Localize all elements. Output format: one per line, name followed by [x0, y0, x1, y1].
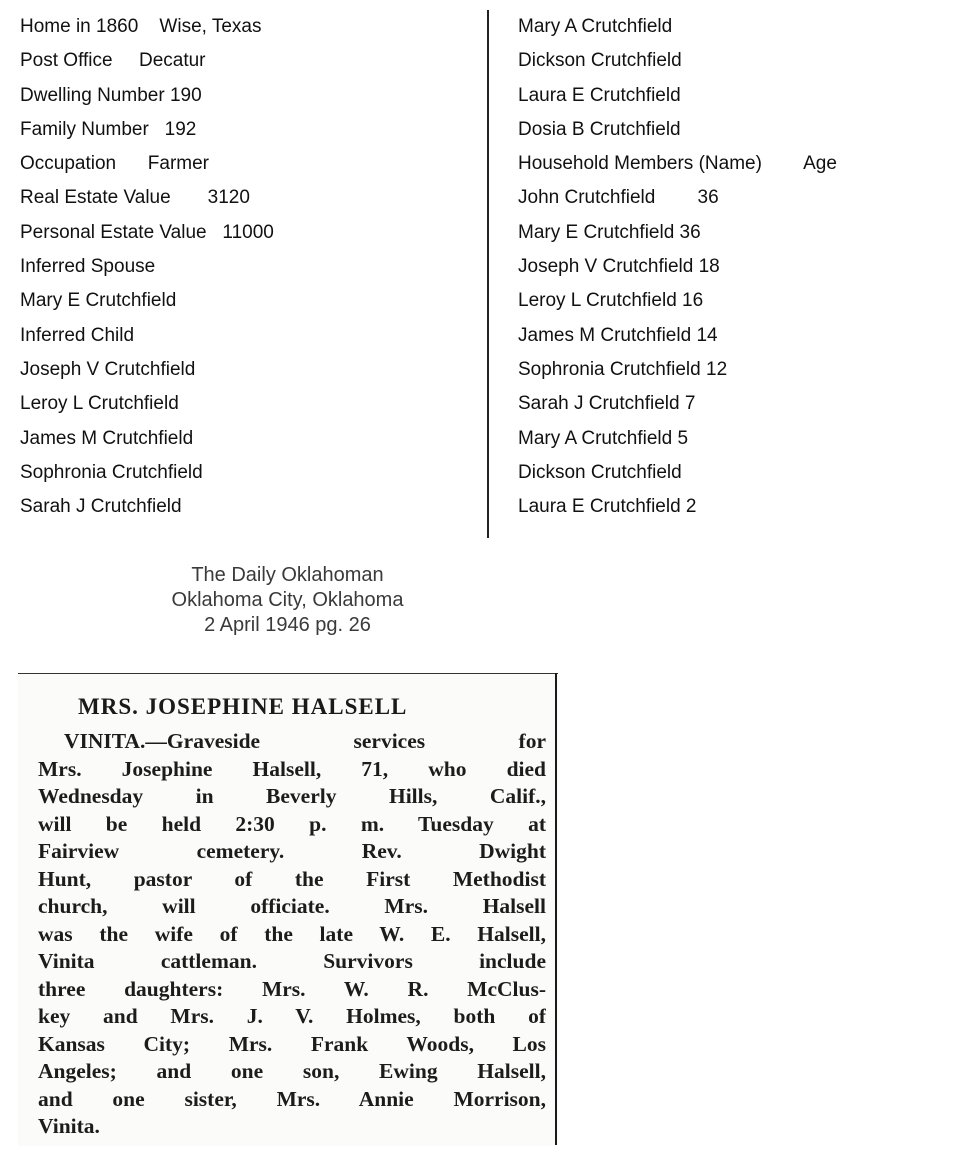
source-citation [100, 563, 475, 638]
source-newspaper: The Daily Oklahoman [191, 564, 384, 586]
census-spouse-name: Mary E Crutchfield [20, 290, 177, 312]
census-spouse-heading: Inferred Spouse [20, 256, 156, 278]
household-member-row: Sophronia Crutchfield 12 [518, 358, 728, 380]
obituary-line: will be held 2:30 p. m. Tuesday at [38, 811, 546, 836]
obituary-clipping [18, 673, 558, 1146]
census-child-name: James M Crutchfield [20, 427, 194, 449]
household-member-row: Joseph V Crutchfield 18 [518, 256, 720, 278]
household-member-row: Laura E Crutchfield 2 [518, 496, 697, 518]
household-members-header: Household Members (Name) Age [518, 153, 837, 175]
household-member-row: James M Crutchfield 14 [518, 324, 718, 346]
household-member-row: John Crutchfield 36 [518, 187, 719, 209]
obituary-body [38, 728, 546, 1141]
obituary-line: Hunt, pastor of the First Methodist [38, 866, 546, 891]
obituary-line: Fairview cemetery. Rev. Dwight [38, 839, 546, 863]
census-left-column [20, 10, 480, 524]
census-child-name: Leroy L Crutchfield [20, 393, 179, 415]
clipping-column-rule [555, 673, 557, 1145]
obituary-headline: MRS. JOSEPHINE HALSELL [78, 694, 408, 719]
obituary-line: Kansas City; Mrs. Frank Woods, Los [38, 1031, 546, 1056]
obituary-line: church, will officiate. Mrs. Halsell [38, 894, 546, 918]
column-divider [487, 10, 489, 538]
obituary-line: Mrs. Josephine Halsell, 71, who died [38, 756, 546, 781]
obituary-line: key and Mrs. J. V. Holmes, both of [38, 1004, 546, 1028]
census-child-name: Sarah J Crutchfield [20, 496, 182, 518]
census-child-heading: Inferred Child [20, 324, 135, 346]
obituary-line: Angeles; and one son, Ewing Halsell, [38, 1059, 546, 1083]
census-child-name: Joseph V Crutchfield [20, 358, 196, 380]
census-home: Home in 1860 Wise, Texas [20, 16, 262, 37]
census-child-name: Sophronia Crutchfield [20, 461, 203, 483]
census-child-name: Dickson Crutchfield [518, 50, 682, 72]
census-child-name: Mary A Crutchfield [518, 16, 673, 37]
census-child-name: Laura E Crutchfield [518, 84, 681, 106]
obituary-line: and one sister, Mrs. Annie Morrison, [38, 1086, 546, 1111]
census-personal-estate: Personal Estate Value 11000 [20, 221, 274, 243]
household-member-row: Mary E Crutchfield 36 [518, 221, 701, 243]
household-member-row: Sarah J Crutchfield 7 [518, 393, 696, 415]
census-family-number: Family Number 192 [20, 118, 197, 140]
household-member-row: Dickson Crutchfield [518, 461, 682, 483]
household-member-row: Mary A Crutchfield 5 [518, 427, 689, 449]
census-occupation: Occupation Farmer [20, 153, 210, 175]
obituary-line: Vinita cattleman. Survivors include [38, 949, 546, 973]
census-post-office: Post Office Decatur [20, 50, 206, 72]
source-date-page: 2 April 1946 pg. 26 [204, 614, 371, 636]
obituary-line: VINITA.—Graveside services for [64, 729, 546, 753]
obituary-line: three daughters: Mrs. W. R. McClus- [38, 976, 546, 1001]
census-child-name: Dosia B Crutchfield [518, 118, 681, 140]
source-place: Oklahoma City, Oklahoma [171, 589, 404, 611]
household-member-row: Leroy L Crutchfield 16 [518, 290, 704, 312]
obituary-line: was the wife of the late W. E. Halsell, [38, 921, 546, 946]
obituary-line: Vinita. [38, 1114, 100, 1138]
obituary-line: Wednesday in Beverly Hills, Calif., [38, 784, 546, 808]
census-dwelling-number: Dwelling Number 190 [20, 84, 202, 106]
census-right-column [518, 10, 958, 524]
census-real-estate: Real Estate Value 3120 [20, 187, 250, 209]
